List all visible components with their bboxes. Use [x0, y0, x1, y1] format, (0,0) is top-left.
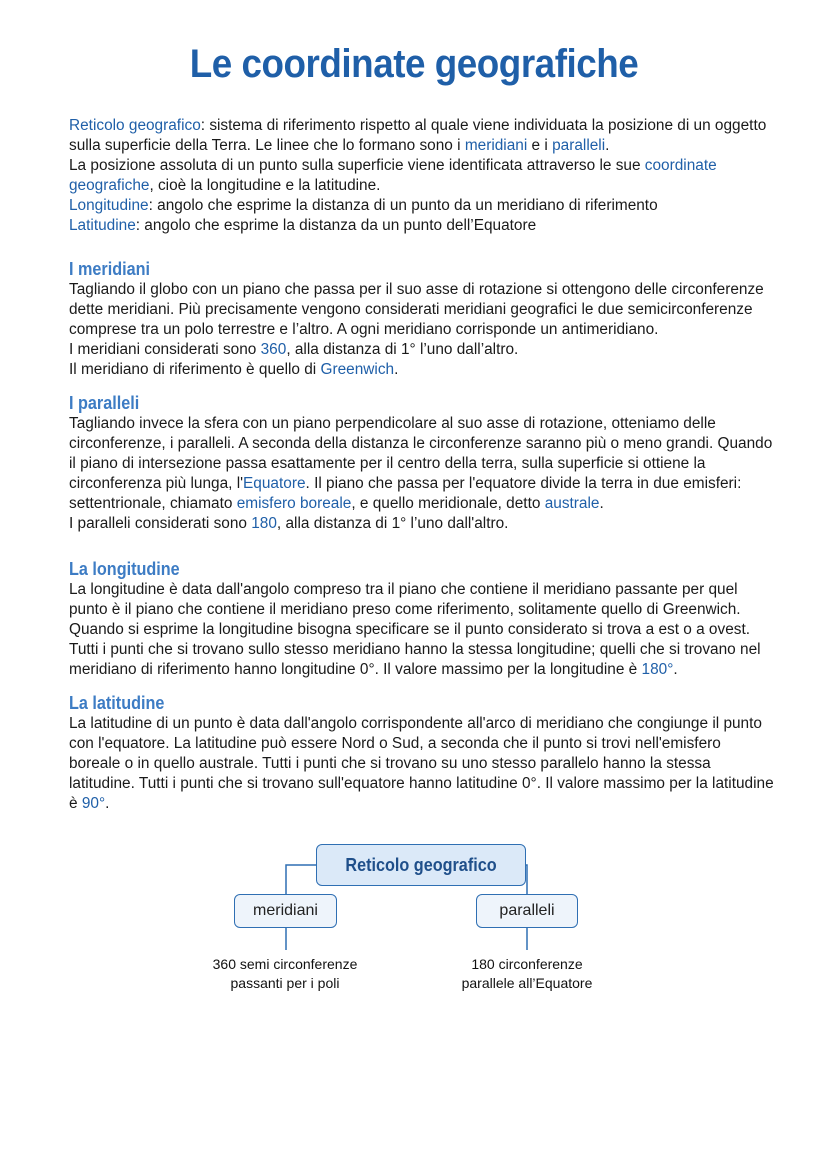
posizione-paragraph: La posizione assoluta di un punto sulla superficie viene identificata attraverso le sue coordinate geografiche, cioè la longitudine e la latitudine. [69, 157, 717, 194]
connector-left [286, 865, 316, 894]
latitudine-max: 90° [81, 795, 106, 812]
longitudine-definition: Longitudine: angolo che esprime la distanza di un punto da un meridiano di riferimento [69, 197, 658, 214]
latitudine-heading: La latitudine [69, 693, 165, 713]
diagram-meridiani-description: 360 semi circonferenze passanti per i poli [212, 956, 358, 991]
paralleli-paragraph-2: I paralleli considerati sono 180, alla distanza di 1° l’uno dall'altro. [69, 515, 509, 532]
paralleli-term: paralleli [552, 137, 606, 154]
meridiani-paragraph-1: Tagliando il globo con un piano che passa per il suo asse di rotazione si ottengono delle circonferenze dette meridiani. Più precisamente vengono considerati meridiani geografici le due semicirconferenze comprese tra un polo terrestre e l’altro. A ogni meridiano corrisponde un antimeridiano. [69, 281, 764, 338]
australe-term: australe [544, 495, 600, 512]
meridiani-paragraph-2: I meridiani considerati sono 360, alla distanza di 1° l’uno dall’altro. [69, 341, 519, 358]
paralleli-heading: I paralleli [69, 393, 140, 413]
meridiani-count: 360 [260, 341, 287, 358]
connector-right [526, 865, 527, 894]
document-body [69, 116, 774, 814]
longitudine-paragraph: La longitudine è data dall'angolo compreso tra il piano che contiene il meridiano passante per quel punto è il piano che contiene il meridiano preso come riferimento, solitamente quello di Greenwich. Quando si esprime la longitudine bisogna specificare se il punto considerato si trova a est o a ovest. Tutti i punti che si trovano sullo stesso meridiano hanno la stessa longitudine; quelli che si trovano nel meridiano di riferimento hanno longitudine 0°. Il valore massimo per la longitudine è 180°. [69, 581, 761, 678]
diagram-paralleli-label: paralleli [499, 902, 555, 919]
diagram-root-label: Reticolo geografico [345, 854, 497, 875]
latitudine-paragraph: La latitudine di un punto è data dall'angolo corrispondente all'arco di meridiano che congiunge il punto con l'equatore. La latitudine può essere Nord o Sud, a seconda che il punto si trovi nell'emisfero boreale o in quello australe. Tutti i punti che si trovano su uno stesso parallelo hanno la stessa latitudine. Tutti i punti che si trovano sull'equatore hanno latitudine 0°. Il valore massimo per la latitudine è 90°. [69, 715, 774, 812]
longitudine-max: 180° [641, 661, 674, 678]
paralleli-count: 180 [251, 515, 277, 532]
greenwich-term: Greenwich [320, 361, 395, 378]
page-title: Le coordinate geografiche [189, 42, 639, 86]
longitudine-term: Longitudine [69, 197, 149, 214]
meridiani-paragraph-3: Il meridiano di riferimento è quello di Greenwich. [69, 361, 399, 378]
diagram-paralleli-description: 180 circonferenze parallele all’Equatore [461, 956, 593, 991]
equatore-term: Equatore [243, 475, 306, 492]
coordinate-term: coordinate geografiche [69, 157, 717, 194]
meridiani-term: meridiani [464, 137, 528, 154]
diagram-meridiani-box [234, 894, 337, 928]
diagram-paralleli-box [476, 894, 578, 928]
paralleli-paragraph-1: Tagliando invece la sfera con un piano perpendicolare al suo asse di rotazione, otteniamo delle circonferenze, i paralleli. A seconda della distanza le circonferenze saranno più o meno grandi. Quando il piano di intersezione passa esattamente per il centro della terra, sulla superficie si ottiene la circonferenza più lunga, l'Equatore. Il piano che passa per l'equatore divide la terra in due emisferi: settentrionale, chiamato emisfero boreale, e quello meridionale, detto australe. [69, 415, 773, 512]
reticolo-term: Reticolo geografico [69, 117, 201, 134]
latitudine-definition: Latitudine: angolo che esprime la distanza da un punto dell’Equatore [69, 217, 537, 234]
meridiani-heading: I meridiani [69, 259, 151, 279]
intro-paragraph: Reticolo geografico: sistema di riferimento rispetto al quale viene individuata la posizione di un oggetto sulla superficie della Terra. Le linee che lo formano sono i meridiani e i paralleli. [69, 117, 767, 154]
diagram-meridiani-label: meridiani [253, 902, 318, 919]
longitudine-heading: La longitudine [69, 559, 180, 579]
latitudine-term: Latitudine [69, 217, 136, 234]
boreale-term: emisfero boreale [236, 495, 352, 512]
diagram-root-box [316, 844, 526, 886]
